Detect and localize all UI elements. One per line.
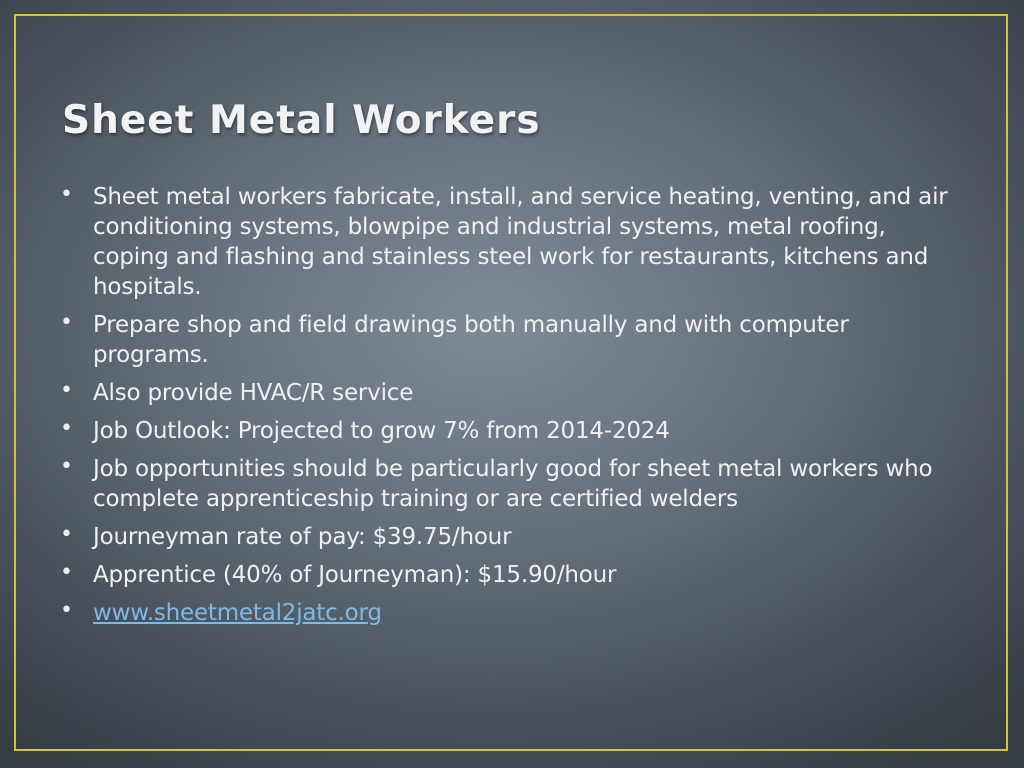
bullet-item: • Journeyman rate of pay: $39.75/hour bbox=[58, 522, 958, 552]
bullet-item-link bbox=[58, 598, 958, 628]
bullet-list bbox=[58, 182, 958, 636]
bullet-item: • Job Outlook: Projected to grow 7% from 2014-2024 bbox=[58, 416, 958, 446]
website-link[interactable]: www.sheetmetal2jatc.org bbox=[93, 600, 382, 626]
bullet-item: • Apprentice (40% of Journeyman): $15.90/hour bbox=[58, 560, 958, 590]
bullet-item: • Prepare shop and field drawings both manually and with computer programs. bbox=[58, 310, 958, 370]
bullet-item: • Job opportunities should be particularly good for sheet metal workers who complete apprenticeship training or are certified welders bbox=[58, 454, 958, 514]
slide-title: Sheet Metal Workers bbox=[62, 98, 541, 143]
bullet-item: • Also provide HVAC/R service bbox=[58, 378, 958, 408]
bullet-item: • Sheet metal workers fabricate, install, and service heating, venting, and air conditioning systems, blowpipe and industrial systems, metal roofing, coping and flashing and stainless steel work for restaurants, kitchens and hospitals. bbox=[58, 182, 958, 302]
